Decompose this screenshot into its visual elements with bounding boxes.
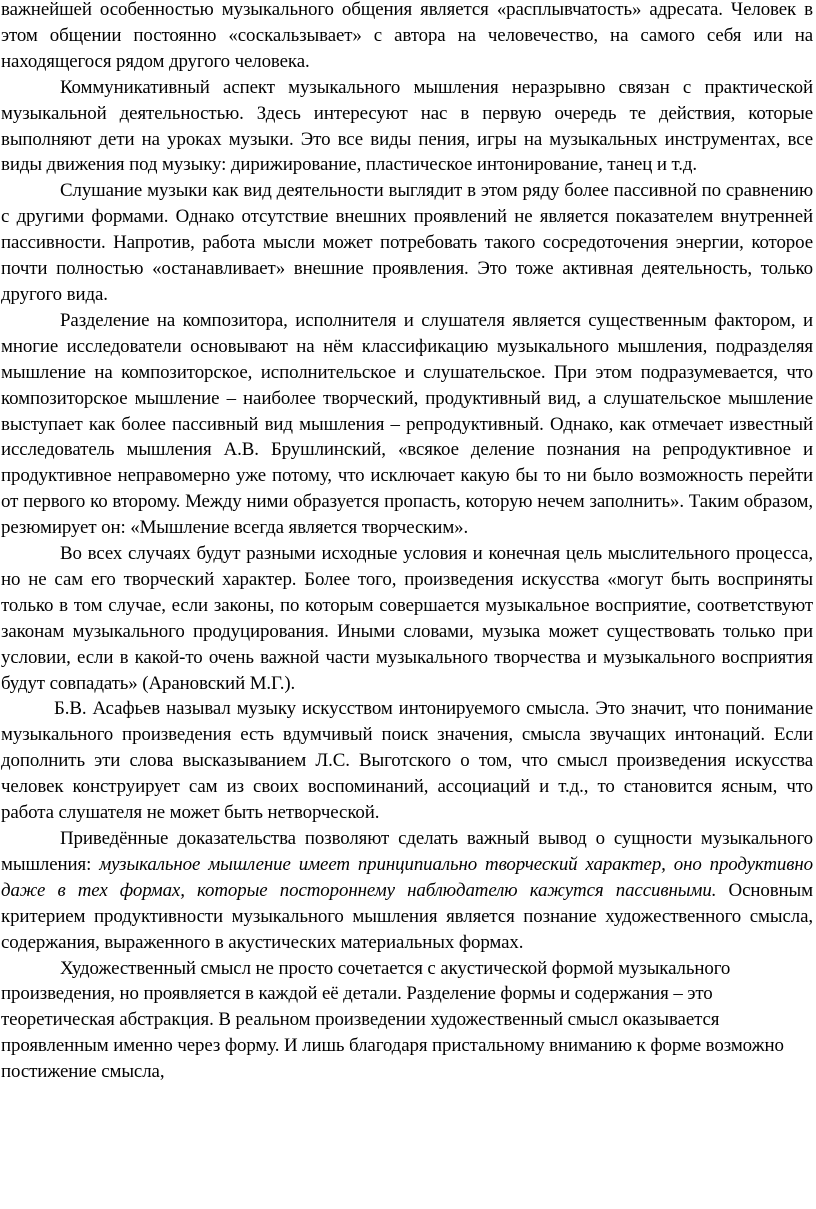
paragraph-music-listening: Слушание музыки как вид деятельности выглядит в этом ряду более пассивной по сравнению с другими формами. Однако отсутствие внешних проявлений не является показателем внутренней пассивности. Напротив, работа мысли может потребовать такого сосредоточения энергии, которое почти полностью «останавливает» внешние проявления. Это тоже активная деятельность, только другого вида. <box>1 180 813 305</box>
paragraph-continuation: важнейшей особенностью музыкального общения является «расплывчатость» адресата. Человек в этом общении постоянно «соскальзывает» с автора на человечество, на самого себя или на находящегося рядом другого человека. <box>1 0 813 72</box>
paragraph-composer-performer-listener: Разделение на композитора, исполнителя и слушателя является существенным фактором, и многие исследователи основывают на нём классификацию музыкального мышления, подразделяя мышление на композиторское, исполнительское и слушательское. При этом подразумевается, что композиторское мышление – наиболее творческий, продуктивный вид, а слушательское мышление выступает как более пассивный вид мышления – репродуктивный. Однако, как отмечает известный исследователь мышления А.В. Брушлинский, «всякое деление познания на репродуктивное и продуктивное неправомерно уже потому, что исключает какую бы то ни было возможность перейти от первого ко второму. Между ними образуется пропасть, которую нечем заполнить». Таким образом, резюмирует он: «Мышление всегда является творческим». <box>1 309 813 539</box>
conclusion-tail: Основным критерием продуктивности музыкального мышления является познание художественного смысла, содержания, выраженного в акустических материальных формах. <box>1 879 813 953</box>
paragraph-communicative-aspect: Коммуникативный аспект музыкального мышления неразрывно связан с практической музыкальной деятельностью. Здесь интересуют нас в первую очередь те действия, которые выполняют дети на уроках музыки. Это все виды пения, игры на музыкальных инструментах, все виды движения под музыку: дирижирование, пластическое интонирование, танец и т.д. <box>1 76 813 176</box>
conclusion-emphasis: музыкальное мышление имеет принципиально творческий характер, оно продуктивно даже в тех формах, которые постороннему наблюдателю кажутся пассивными. <box>1 853 813 901</box>
paragraph-artistic-meaning: Художественный смысл не просто сочетается с акустической формой музыкального произведения, но проявляется в каждой её детали. Разделение формы и содержания – это теоретическая абстракция. В реальном произведении художественный смысл оказывается проявленным именно через форму. И лишь благодаря пристальному вниманию к форме возможно постижение смысла, <box>1 957 784 1083</box>
conclusion-lead: Приведённые доказательства позволяют сделать важный вывод о сущности музыкального мышления: <box>1 828 813 875</box>
paragraph-conclusion <box>1 826 813 956</box>
paragraph-creative-character: Во всех случаях будут разными исходные условия и конечная цель мыслительного процесса, но не сам его творческий характер. Более того, произведения искусства «могут быть восприняты только в том случае, если законы, по которым совершается музыкальное восприятие, соответствуют законам музыкального продуцирования. Иными словами, музыка может существовать только при условии, если в какой-то очень важной части музыкального творчества и музыкального восприятия будут совпадать» (Арановский М.Г.). <box>1 543 813 694</box>
paragraph-asafiev: Б.В. Асафьев называл музыку искусством интонируемого смысла. Это значит, что понимание музыкального произведения есть вдумчивый поиск значения, смысла звучащих интонаций. Если дополнить эти слова высказыванием Л.С. Выготского о том, что смысл произведения искусства человек конструирует сам из своих воспоминаний, ассоциаций и т.д., то становится ясным, что работа слушателя не может быть нетворческой. <box>1 698 813 824</box>
